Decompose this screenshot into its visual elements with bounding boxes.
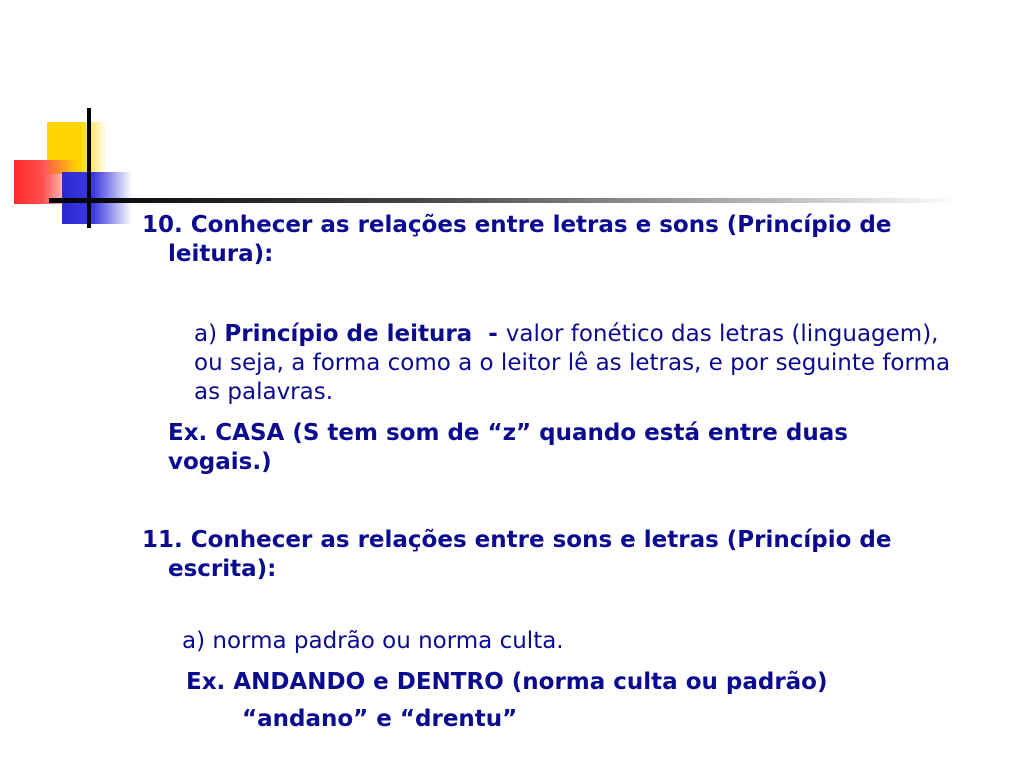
vertical-line-decoration: [87, 108, 91, 228]
item-10-title: 10. Conhecer as relações entre letras e sons (Princípio de leitura):: [142, 212, 892, 267]
item-10-a-dash: -: [472, 321, 506, 347]
horizontal-rule: [49, 198, 959, 203]
item-10-a: [194, 320, 974, 407]
item-11-example: Ex. ANDANDO e DENTRO (norma culta ou padrão): [186, 669, 828, 695]
item-11-a: a) norma padrão ou norma culta.: [182, 628, 564, 654]
item-11-title: 11. Conhecer as relações entre sons e letras (Princípio de escrita):: [142, 527, 892, 582]
item-11-example-2: “andano” e “drentu”: [242, 706, 518, 732]
slide-decoration: [0, 0, 1024, 240]
item-10-a-term: Princípio de leitura: [224, 321, 473, 347]
item-10-a-desc: valor fonético das letras (linguagem), ou seja, a forma como a o leitor lê as letras, e por seguinte forma as palavras.: [194, 321, 951, 405]
item-10-a-prefix: a): [194, 321, 225, 347]
item-10-example: Ex. CASA (S tem som de “z” quando está entre duas vogais.): [168, 420, 848, 475]
